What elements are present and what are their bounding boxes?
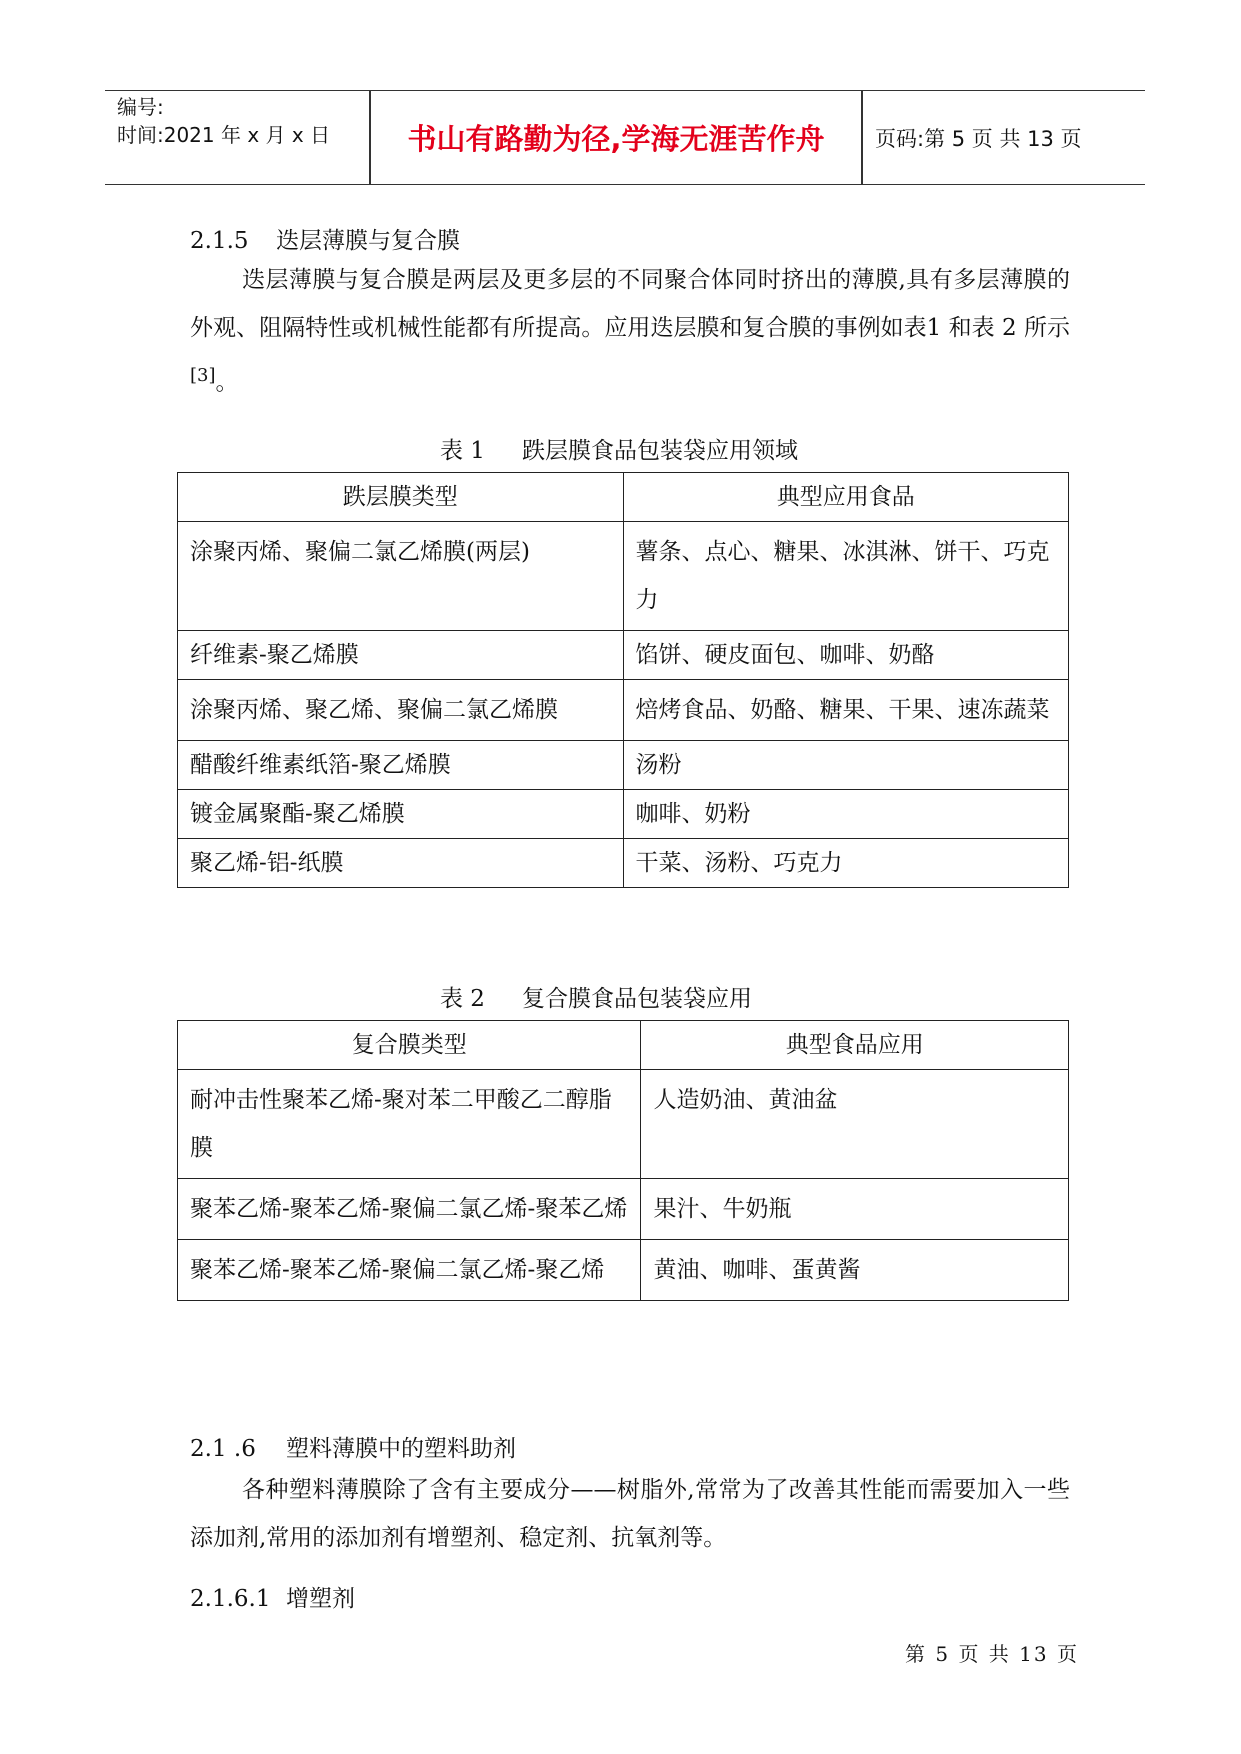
table-laminated-films bbox=[177, 472, 1069, 888]
page-footer: 第 5 页 共 13 页 bbox=[905, 1642, 1079, 1666]
table-header-row bbox=[178, 473, 1069, 522]
table-row bbox=[178, 839, 1069, 888]
table-cell: 干菜、汤粉、巧克力 bbox=[623, 839, 1069, 888]
table-cell: 果汁、牛奶瓶 bbox=[641, 1179, 1069, 1240]
table-title: 跌层膜食品包装袋应用领域 bbox=[522, 438, 798, 464]
column-header: 跌层膜类型 bbox=[178, 473, 624, 522]
paragraph-body: 迭层薄膜与复合膜是两层及更多层的不同聚合体同时挤出的薄膜,具有多层薄膜的外观、阻隔特性或机械性能都有所提高。应用迭层膜和复合膜的事例如表1 和表 2 所示 bbox=[190, 267, 1070, 341]
table-cell: 咖啡、奶粉 bbox=[623, 790, 1069, 839]
table-row bbox=[178, 741, 1069, 790]
table-row bbox=[178, 1179, 1069, 1240]
table-cell: 耐冲击性聚苯乙烯-聚对苯二甲酸乙二醇脂膜 bbox=[178, 1070, 641, 1179]
table-cell: 聚乙烯-铝-纸膜 bbox=[178, 839, 624, 888]
table-cell: 聚苯乙烯-聚苯乙烯-聚偏二氯乙烯-聚乙烯 bbox=[178, 1240, 641, 1301]
table-cell: 镀金属聚酯-聚乙烯膜 bbox=[178, 790, 624, 839]
table-cell: 纤维素-聚乙烯膜 bbox=[178, 631, 624, 680]
header-meta bbox=[117, 91, 369, 184]
section-title: 增塑剂 bbox=[286, 1586, 355, 1612]
table-cell: 黄油、咖啡、蛋黄酱 bbox=[641, 1240, 1069, 1301]
table-title: 复合膜食品包装袋应用 bbox=[522, 986, 752, 1012]
header-number-label: 编号: bbox=[117, 95, 164, 119]
section-title: 迭层薄膜与复合膜 bbox=[276, 228, 460, 254]
paragraph-text bbox=[190, 256, 1070, 407]
header-time-label: 时间:2021 年 x 月 x 日 bbox=[117, 123, 331, 147]
table-cell: 焙烤食品、奶酪、糖果、干果、速冻蔬菜 bbox=[623, 680, 1069, 741]
table-row bbox=[178, 522, 1069, 631]
table-number: 表 2 bbox=[440, 986, 485, 1012]
table-cell: 醋酸纤维素纸箔-聚乙烯膜 bbox=[178, 741, 624, 790]
section-paragraph bbox=[190, 1466, 1070, 1562]
section-heading-2-1-6-1 bbox=[190, 1580, 355, 1613]
section-heading-2-1-6 bbox=[190, 1430, 516, 1463]
section-paragraph bbox=[190, 256, 1070, 407]
citation-ref: [3] bbox=[190, 365, 216, 386]
table-cell: 薯条、点心、糖果、冰淇淋、饼干、巧克力 bbox=[623, 522, 1069, 631]
table-row bbox=[178, 790, 1069, 839]
column-header: 典型食品应用 bbox=[641, 1021, 1069, 1070]
table-cell: 馅饼、硬皮面包、咖啡、奶酪 bbox=[623, 631, 1069, 680]
table-cell: 人造奶油、黄油盆 bbox=[641, 1070, 1069, 1179]
table-cell: 涂聚丙烯、聚偏二氯乙烯膜(两层) bbox=[178, 522, 624, 631]
header-divider bbox=[861, 91, 863, 184]
table-cell: 涂聚丙烯、聚乙烯、聚偏二氯乙烯膜 bbox=[178, 680, 624, 741]
table-composite-films bbox=[177, 1020, 1069, 1301]
section-number: 2.1.6.1 bbox=[190, 1586, 271, 1612]
section-title: 塑料薄膜中的塑料助剂 bbox=[286, 1436, 516, 1462]
section-number: 2.1 .6 bbox=[190, 1436, 256, 1462]
table-number: 表 1 bbox=[440, 438, 485, 464]
table-row bbox=[178, 631, 1069, 680]
table-row bbox=[178, 680, 1069, 741]
table-row bbox=[178, 1240, 1069, 1301]
table-caption bbox=[440, 980, 752, 1013]
paragraph-end: 。 bbox=[215, 369, 239, 396]
column-header: 复合膜类型 bbox=[178, 1021, 641, 1070]
table-header-row bbox=[178, 1021, 1069, 1070]
section-heading-2-1-5 bbox=[190, 222, 460, 255]
table-caption bbox=[440, 432, 798, 465]
page-header bbox=[105, 90, 1145, 185]
table-cell: 聚苯乙烯-聚苯乙烯-聚偏二氯乙烯-聚苯乙烯 bbox=[178, 1179, 641, 1240]
table-row bbox=[178, 1070, 1069, 1179]
section-number: 2.1.5 bbox=[190, 228, 249, 254]
header-motto: 书山有路勤为径,学海无涯苦作舟 bbox=[407, 122, 825, 156]
column-header: 典型应用食品 bbox=[623, 473, 1069, 522]
header-page-label: 页码:第 5 页 共 13 页 bbox=[875, 126, 1082, 151]
table-cell: 汤粉 bbox=[623, 741, 1069, 790]
paragraph-text: 各种塑料薄膜除了含有主要成分——树脂外,常常为了改善其性能而需要加入一些添加剂,常用的添加剂有增塑剂、稳定剂、抗氧剂等。 bbox=[190, 1477, 1070, 1551]
